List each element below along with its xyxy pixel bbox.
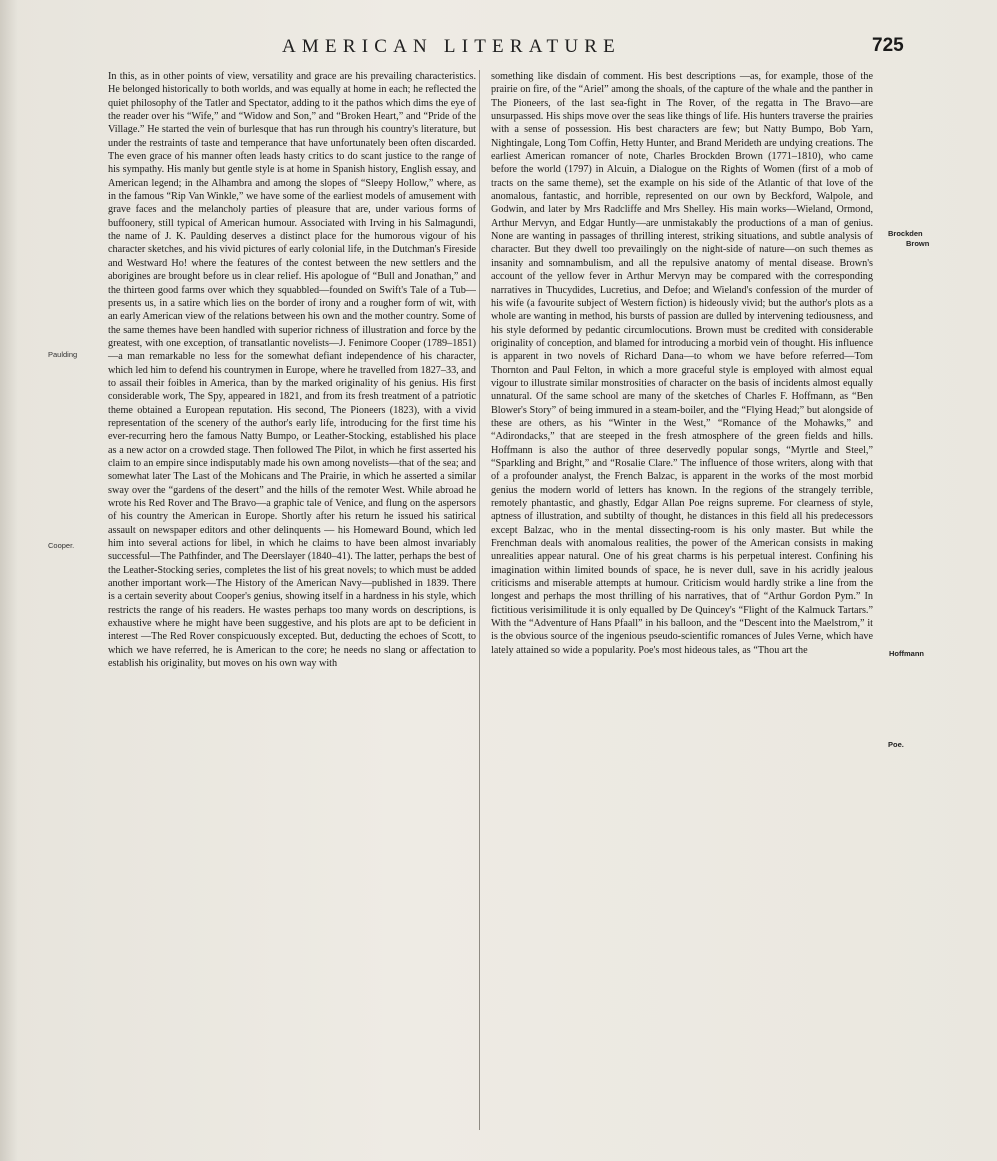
side-note-brockden: Brockden bbox=[888, 229, 923, 238]
left-column bbox=[108, 70, 476, 670]
page-header bbox=[0, 36, 997, 66]
column-divider bbox=[479, 70, 480, 1130]
page-gutter-shadow bbox=[0, 0, 18, 1161]
side-note-brown: Brown bbox=[906, 239, 930, 248]
page-number: 725 bbox=[872, 35, 904, 56]
running-title: AMERICAN LITERATURE bbox=[282, 36, 621, 57]
right-column bbox=[491, 70, 873, 657]
side-note-hoffmann: Hoffmann bbox=[889, 649, 924, 658]
right-column-paragraph: something like disdain of comment. His best descriptions —as, for example, those of the prairie on fire, of the “Ariel” among the shoals, of the capture of the whale and the panther in The Pioneers, of the last sea-fight in The Rover, of the regatta in The Bravo—are unsurpassed. His ships move over the seas like things of life. His hunters traverse the prairies with a sense of possession. His best characters are few; but Natty Bumpo, Bob Yarn, Nightingale, Long Tom Coffin, Hetty Hunter, and Brand Merideth are undying creations. The earliest American romancer of note, Charles Brockden Brown (1771–1810), who came before the world (1797) in Alcuin, a Dialogue on the Rights of Women (first of a mob of tracts on the same theme), set the example on his side of the Atlantic of that love of the anomalous, fantastic, and horrible, represented on our own by Beckford, Walpole, and Godwin, and later by Mrs Radcliffe and Mrs Shelley. His main works—Wieland, Ormond, Arthur Mervyn, and Edgar Huntly—are unmistakably the productions of a man of genius. None are wanting in passages of thrilling interest, striking situations, and subtle analysis of character. But they dwell too prevailingly on the night-side of nature—on such themes as insanity and somnambulism, and all the repulsive anatomy of mental disease. Brown's account of the yellow fever in Arthur Mervyn may be compared with the corresponding narratives in Thucydides, Lucretius, and Defoe; and Wieland's confession of the murder of his wife (a favourite subject of Western fiction) is hideously vivid; but the author's plots as a whole are wanting in method, his bursts of passion are dulled by intervening tediousness, and his style deformed by pedantic circumlocutions. Brown must be credited with considerable originality of conception, and blamed for introducing a morbid vein of thought. His influence is apparent in two novels of Richard Dana—to whom we have before referred—Tom Thornton and Paul Felton, in which a more graceful style is employed with almost equal vigour to illustrate similar monstrosities of character on the basis of incidents almost equally unnatural. Of the same school are many of the sketches of Charles F. Hoffmann, as “Ben Blower's Story” of being immured in a steam-boiler, and the “Flying Head;” but alongside of these are others, as his “Winter in the West,” “Romance of the Mohawks,” and “Adirondacks,” that are steeped in the fresh atmosphere of the green fields and hills. Hoffmann is also the author of three deservedly popular songs, “Myrtle and Steel,” “Sparkling and Bright,” and “Rosalie Clare.” The influence of those writers, along with that of a profounder analyst, the French Balzac, is apparent in the works of the most morbid genius the modern world of letters has known. In the regions of the strangely terrible, remotely phantastic, and ghastly, Edgar Allan Poe reigns supreme. For clearness of style, aptness of illustration, and subtilty of thought, he distances in this field all his predecessors except Balzac, who in the mental dissecting-room is his only master. But while the Frenchman deals with anomalous realities, the power of the American consists in making unrealities appear natural. One of his great charms is his perpetual interest. Confining his imagination within limited bounds of space, he is never dull, save in his acridly jealous criticisms and miserable attempts at humour. Criticism would hardly strike a line from the longest and perhaps the most thrilling of his narratives, that of “Arthur Gordon Pym.” In fictitious verisimilitude it is only equalled by De Quincey's “Flight of the Kalmuck Tartars.” With the “Adventure of Hans Pfaall” in his balloon, and the “Descent into the Maelstrom,” it is the obvious source of the ingenious pseudo-scientific romances of Jules Verne, which have lately attained so wide a popularity. Poe's most hideous tales, as “Thou art the bbox=[491, 71, 873, 656]
side-note-poe: Poe. bbox=[888, 740, 904, 749]
left-column-paragraph: In this, as in other points of view, versatility and grace are his prevailing characteristics. He belonged historically to both worlds, and was equally at home in each; he reflected the quiet philosophy of the Tatler and Spectator, adding to it the pathos which dims the eye of the reader over his “Wife,” and “Widow and Son,” and “Broken Heart,” and “Pride of the Village.” He started the vein of burlesque that has run through his country's literature, but under the restraints of taste and temperance that have unfortunately been often discarded. The even grace of his manner often leads hasty critics to do scant justice to the range of his sympathy. His manly but gentle style is at home in Spanish history, English essay, and American legend; in the Alhambra and among the slopes of “Sleepy Hollow,” where, as in the famous “Rip Van Winkle,” we have some of the earliest models of amusement with grave faces and the melancholy parties of pleasure that are, under various forms of buffoonery, still typical of American humour. Associated with Irving in his Salmagundi, the name of J. K. Paulding deserves a distinct place for the humorous vigour of his character sketches, and his vivid pictures of early colonial life, in the Dutchman's Fireside and Westward Ho! where the features of the contest between the new settlers and the aborigines are brought before us in clear relief. His apologue of “Bull and Jonathan,” and the thirteen good farms over which they squabbled—founded on Swift's Tale of a Tub—presents us, in a satire which lies on the border of irony and a rougher form of wit, with an early American view of the relations between his own and the mother country. Some of the same themes have been handled with superior richness of illustration and force by the greatest, with one exception, of transatlantic novelists—J. Fenimore Cooper (1789–1851)—a man remarkable no less for the somewhat defiant independence of his character, which led him to defend his countrymen in Europe, where he travelled from 1827–33, and to assail their foibles in America, than by the marked originality of his genius. His first considerable work, The Spy, appeared in 1821, and from its fresh treatment of a patriotic theme obtained a European reputation. His second, The Pioneers (1823), with a vivid representation of the scenery of the author's early life, introducing for the first time his ever-recurring hero the famous Natty Bumpo, or Leather-Stocking, established his place as a new actor on a crowded stage. Then followed The Pilot, in which he first asserted his claim to an empire since indisputably made his own among novelists—that of the sea; and somewhat later The Last of the Mohicans and The Prairie, in which he asserted a similar sway over the “gardens of the desert” and the hills of the remoter West. While abroad he wrote his Red Rover and The Bravo—a graphic tale of Venice, and flung on the aspersors of his country the American in Europe. Shortly after his return he issued his satirical assault on newspaper editors and other delinquents — his Homeward Bound, which led him into several actions for libel, in which he claims to have been almost invariably successful—The Pathfinder, and The Deerslayer (1840–41). The latter, perhaps the best of the Leather-Stocking series, completes the list of his great novels; to which must be added another important work—The History of the American Navy—published in 1839. There is a certain severity about Cooper's genius, showing itself in a hardness in his style, which restricts the range of his readers. He wastes perhaps too many words on descriptions, is exhaustive where he might have been suggestive, and his plots are apt to be deficient in interest —The Red Rover conspicuously excepted. But, deducting the echoes of Scott, to which we have referred, he is American to the core; he needs no slang or affectation to establish his originality, but moves on his own way with bbox=[108, 71, 476, 670]
side-note-cooper: Cooper. bbox=[48, 541, 75, 550]
side-note-paulding: Paulding bbox=[48, 350, 78, 359]
